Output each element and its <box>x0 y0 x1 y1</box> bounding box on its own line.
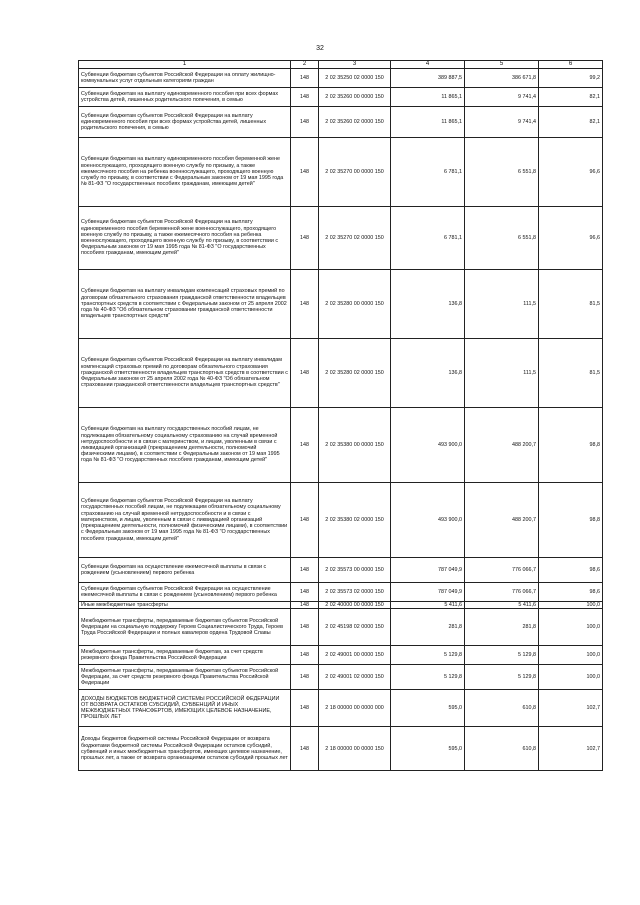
header-cell: 4 <box>391 61 465 69</box>
header-cell: 2 <box>291 61 319 69</box>
actual-amount: 610,8 <box>465 727 539 771</box>
admin-code: 148 <box>291 88 319 107</box>
execution-percent: 102,7 <box>539 727 603 771</box>
row-name: Субвенции бюджетам на осуществление ежемесячной выплаты в связи с рождением (усыновлением) первого ребенка <box>79 558 291 583</box>
table-row <box>79 727 603 771</box>
actual-amount: 5 129,8 <box>465 646 539 665</box>
budget-classification-code: 2 02 35380 02 0000 150 <box>319 483 391 558</box>
row-name: Межбюджетные трансферты, передаваемые бюджетам, за счет средств резервного фонда Правительства Российской Федерации <box>79 646 291 665</box>
planned-amount: 787 049,9 <box>391 558 465 583</box>
header-cell: 1 <box>79 61 291 69</box>
budget-classification-code: 2 02 35280 00 0000 150 <box>319 270 391 339</box>
planned-amount: 11 865,1 <box>391 88 465 107</box>
admin-code: 148 <box>291 646 319 665</box>
actual-amount: 488 200,7 <box>465 483 539 558</box>
table-row <box>79 339 603 408</box>
planned-amount: 493 900,0 <box>391 408 465 483</box>
planned-amount: 11 865,1 <box>391 107 465 138</box>
budget-classification-code: 2 02 40000 00 0000 150 <box>319 602 391 609</box>
table-row <box>79 207 603 270</box>
execution-percent: 98,6 <box>539 583 603 602</box>
actual-amount: 6 551,8 <box>465 138 539 207</box>
row-name: ДОХОДЫ БЮДЖЕТОВ БЮДЖЕТНОЙ СИСТЕМЫ РОССИЙСКОЙ ФЕДЕРАЦИИ ОТ ВОЗВРАТА ОСТАТКОВ СУБСИДИЙ, СУБВЕНЦИЙ И ИНЫХ МЕЖБЮДЖЕТНЫХ ТРАНСФЕРТОВ, ИМЕЮЩИХ ЦЕЛЕВОЕ НАЗНАЧЕНИЕ, ПРОШЛЫХ ЛЕТ <box>79 690 291 727</box>
planned-amount: 6 781,1 <box>391 207 465 270</box>
planned-amount: 787 049,9 <box>391 583 465 602</box>
admin-code: 148 <box>291 138 319 207</box>
row-name: Субвенции бюджетам субъектов Российской Федерации на оплату жилищно-коммунальных услуг отдельным категориям граждан <box>79 69 291 88</box>
budget-classification-code: 2 02 35573 02 0000 150 <box>319 583 391 602</box>
actual-amount: 5 411,6 <box>465 602 539 609</box>
planned-amount: 389 887,5 <box>391 69 465 88</box>
row-name: Субвенции бюджетам субъектов Российской Федерации на выплату инвалидам компенсаций страховых премий по договорам обязательного страхования гражданской ответственности владельцев транспортных средств в соответствии с Федеральным законом от 25 апреля 2002 года № 40-ФЗ "Об обязательном страховании гражданской ответственности владельцев транспортных средств" <box>79 339 291 408</box>
actual-amount: 610,8 <box>465 690 539 727</box>
execution-percent: 100,0 <box>539 602 603 609</box>
actual-amount: 776 066,7 <box>465 583 539 602</box>
execution-percent: 81,5 <box>539 339 603 408</box>
planned-amount: 493 900,0 <box>391 483 465 558</box>
planned-amount: 136,8 <box>391 339 465 408</box>
page-number: 32 <box>316 45 324 52</box>
header-cell: 6 <box>539 61 603 69</box>
execution-percent: 100,0 <box>539 665 603 690</box>
execution-percent: 98,8 <box>539 483 603 558</box>
header-cell: 3 <box>319 61 391 69</box>
row-name: Субвенции бюджетам на выплату единовременного пособия при всех формах устройства детей, лишенных родительского попечения, в семью <box>79 88 291 107</box>
table-row <box>79 483 603 558</box>
execution-percent: 100,0 <box>539 646 603 665</box>
budget-table <box>78 60 603 771</box>
actual-amount: 9 741,4 <box>465 107 539 138</box>
header-cell: 5 <box>465 61 539 69</box>
table-row <box>79 270 603 339</box>
table-row <box>79 408 603 483</box>
row-name: Субвенции бюджетам субъектов Российской Федерации на выплату государственных пособий лицам, не подлежащим обязательному социальному страхованию на случай временной нетрудоспособности и в связи с материнством, и лицам, уволенным в связи с ликвидацией организаций (прекращением деятельности, полномочий физическими лицами), в соответствии с Федеральным законом от 19 мая 1995 года № 81-ФЗ "О государственных пособиях гражданам, имеющим детей" <box>79 483 291 558</box>
admin-code: 148 <box>291 107 319 138</box>
actual-amount: 386 671,8 <box>465 69 539 88</box>
budget-classification-code: 2 02 35260 02 0000 150 <box>319 107 391 138</box>
execution-percent: 99,2 <box>539 69 603 88</box>
planned-amount: 595,0 <box>391 690 465 727</box>
table-row <box>79 107 603 138</box>
table-body <box>79 69 603 771</box>
table-row <box>79 558 603 583</box>
budget-classification-code: 2 18 00000 00 0000 000 <box>319 690 391 727</box>
admin-code: 148 <box>291 408 319 483</box>
actual-amount: 281,8 <box>465 609 539 646</box>
admin-code: 148 <box>291 558 319 583</box>
admin-code: 148 <box>291 690 319 727</box>
budget-classification-code: 2 02 35260 00 0000 150 <box>319 88 391 107</box>
budget-classification-code: 2 02 35280 02 0000 150 <box>319 339 391 408</box>
row-name: Субвенции бюджетам на выплату инвалидам компенсаций страховых премий по договорам обязательного страхования гражданской ответственности владельцев транспортных средств в соответствии с Федеральным законом от 25 апреля 2002 года № 40-ФЗ "Об обязательном страховании гражданской ответственности владельцев транспортных средств" <box>79 270 291 339</box>
budget-classification-code: 2 02 35270 02 0000 150 <box>319 207 391 270</box>
planned-amount: 6 781,1 <box>391 138 465 207</box>
table-row <box>79 690 603 727</box>
actual-amount: 6 551,8 <box>465 207 539 270</box>
planned-amount: 5 129,8 <box>391 646 465 665</box>
actual-amount: 5 129,8 <box>465 665 539 690</box>
actual-amount: 776 066,7 <box>465 558 539 583</box>
budget-classification-code: 2 02 49001 02 0000 150 <box>319 665 391 690</box>
row-name: Межбюджетные трансферты, передаваемые бюджетам субъектов Российской Федерации на социальную поддержку Героев Социалистического Труда, Героев Труда Российской Федерации и полных кавалеров ордена Трудовой Славы <box>79 609 291 646</box>
admin-code: 148 <box>291 583 319 602</box>
execution-percent: 102,7 <box>539 690 603 727</box>
planned-amount: 5 129,8 <box>391 665 465 690</box>
row-name: Субвенции бюджетам на выплату государственных пособий лицам, не подлежащим обязательному социальному страхованию на случай временной нетрудоспособности и в связи с материнством, и лицам, уволенным в связи с ликвидацией организаций (прекращением деятельности, полномочий физическими лицами), в соответствии с Федеральным законом от 19 мая 1995 года № 81-ФЗ "О государственных пособиях гражданам, имеющим детей" <box>79 408 291 483</box>
execution-percent: 98,6 <box>539 558 603 583</box>
table-row <box>79 646 603 665</box>
admin-code: 148 <box>291 69 319 88</box>
planned-amount: 281,8 <box>391 609 465 646</box>
row-name: Субвенции бюджетам субъектов Российской Федерации на выплату единовременного пособия беременной жене военнослужащего, проходящего военную службу по призыву, а также ежемесячного пособия на ребенка военнослужащего, проходящего военную службу по призыву, в соответствии с Федеральным законом от 19 мая 1995 года № 81-ФЗ "О государственных пособиях гражданам, имеющим детей" <box>79 207 291 270</box>
execution-percent: 96,6 <box>539 207 603 270</box>
actual-amount: 111,5 <box>465 339 539 408</box>
table-row <box>79 602 603 609</box>
execution-percent: 100,0 <box>539 609 603 646</box>
header-row <box>79 61 603 69</box>
execution-percent: 82,1 <box>539 107 603 138</box>
execution-percent: 82,1 <box>539 88 603 107</box>
actual-amount: 111,5 <box>465 270 539 339</box>
admin-code: 148 <box>291 483 319 558</box>
budget-classification-code: 2 18 00000 00 0000 150 <box>319 727 391 771</box>
admin-code: 148 <box>291 727 319 771</box>
table-row <box>79 583 603 602</box>
table-row <box>79 609 603 646</box>
budget-classification-code: 2 02 35270 00 0000 150 <box>319 138 391 207</box>
execution-percent: 98,8 <box>539 408 603 483</box>
row-name: Межбюджетные трансферты, передаваемые бюджетам субъектов Российской Федерации, за счет средств резервного фонда Правительства Российской Федерации <box>79 665 291 690</box>
budget-classification-code: 2 02 35250 02 0000 150 <box>319 69 391 88</box>
table-row <box>79 138 603 207</box>
row-name: Субвенции бюджетам субъектов Российской Федерации на осуществление ежемесячной выплаты в связи с рождением (усыновлением) первого ребенка <box>79 583 291 602</box>
admin-code: 148 <box>291 339 319 408</box>
table-row <box>79 69 603 88</box>
planned-amount: 5 411,6 <box>391 602 465 609</box>
actual-amount: 9 741,4 <box>465 88 539 107</box>
row-name: Иные межбюджетные трансферты <box>79 602 291 609</box>
admin-code: 148 <box>291 609 319 646</box>
budget-classification-code: 2 02 35380 00 0000 150 <box>319 408 391 483</box>
admin-code: 148 <box>291 270 319 339</box>
row-name: Субвенции бюджетам на выплату единовременного пособия беременной жене военнослужащего, проходящего военную службу по призыву, а также ежемесячного пособия на ребенка военнослужащего, проходящего военную службу по призыву, в соответствии с Федеральным законом от 19 мая 1995 года № 81-ФЗ "О государственных пособиях гражданам, имеющим детей" <box>79 138 291 207</box>
admin-code: 148 <box>291 665 319 690</box>
execution-percent: 96,6 <box>539 138 603 207</box>
budget-classification-code: 2 02 45198 02 0000 150 <box>319 609 391 646</box>
budget-classification-code: 2 02 35573 00 0000 150 <box>319 558 391 583</box>
admin-code: 148 <box>291 602 319 609</box>
planned-amount: 595,0 <box>391 727 465 771</box>
row-name: Доходы бюджетов бюджетной системы Российской Федерации от возврата бюджетами бюджетной системы Российской Федерации остатков субсидий, субвенций и иных межбюджетных трансфертов, имеющих целевое назначение, прошлых лет, а также от возврата организациями остатков субсидий прошлых лет <box>79 727 291 771</box>
admin-code: 148 <box>291 207 319 270</box>
table-row <box>79 88 603 107</box>
budget-classification-code: 2 02 49001 00 0000 150 <box>319 646 391 665</box>
actual-amount: 488 200,7 <box>465 408 539 483</box>
planned-amount: 136,8 <box>391 270 465 339</box>
table-row <box>79 665 603 690</box>
execution-percent: 81,5 <box>539 270 603 339</box>
row-name: Субвенции бюджетам субъектов Российской Федерации на выплату единовременного пособия при всех формах устройства детей, лишенных родительского попечения, в семью <box>79 107 291 138</box>
